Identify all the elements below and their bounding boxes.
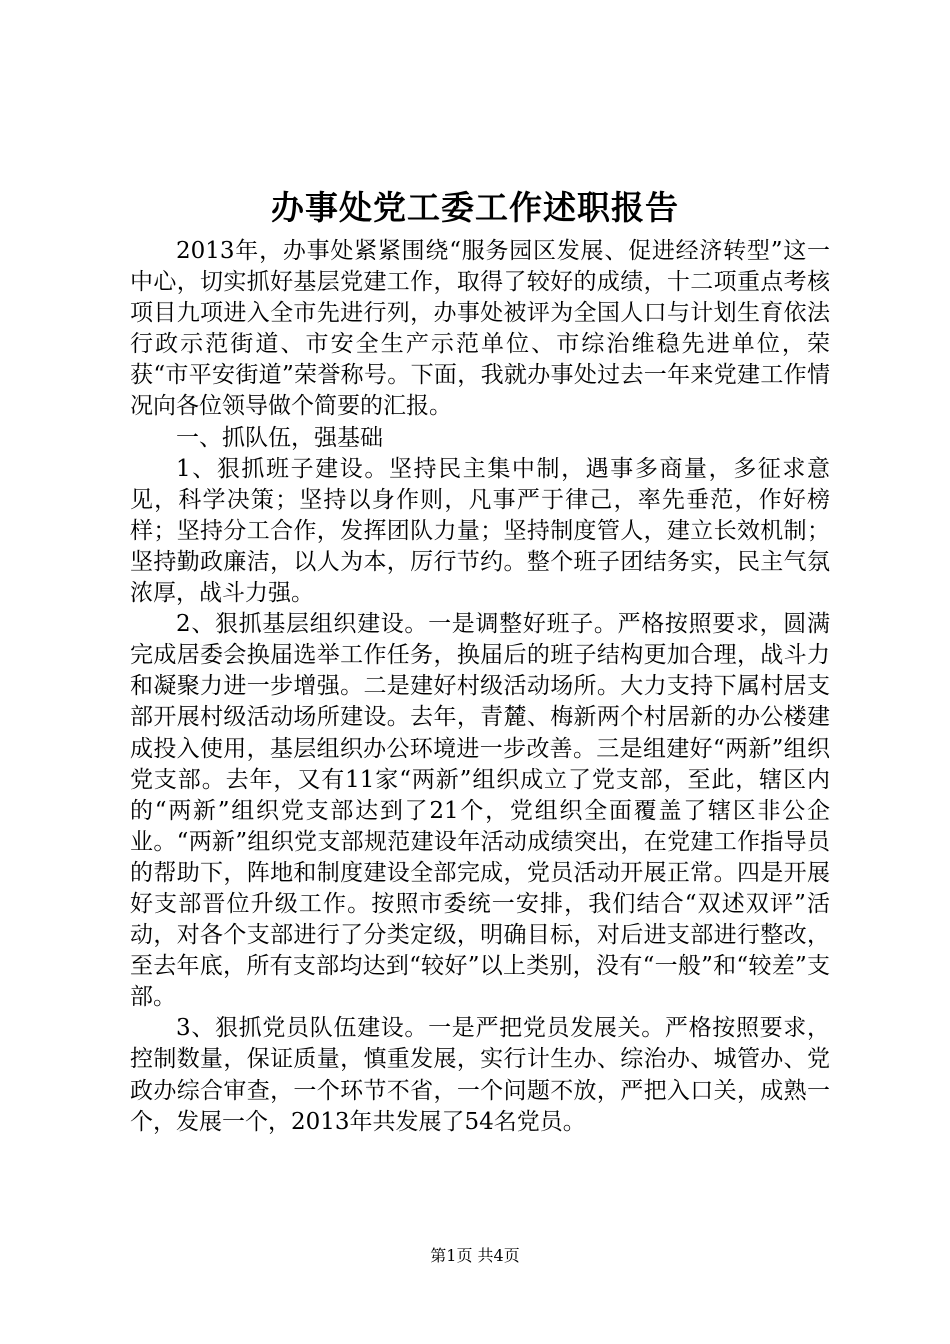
paragraph-item-2: 2、狠抓基层组织建设。一是调整好班子。严格按照要求，圆满完成居委会换届选举工作任务，换届后的班子结构更加合理，战斗力和凝聚力进一步增强。二是建好村级活动场所。大力支持下属村居支部开展村级活动场所建设。去年，青麓、梅新两个村居新的办公楼建成投入使用，基层组织办公环境进一步改善。三是组建好“两新”组织党支部。去年，又有11家“两新”组织成立了党支部，至此，辖区内的“两新”组织党支部达到了21个，党组织全面覆盖了辖区非公企业。“两新”组织党支部规范建设年活动成绩突出，在党建工作指导员的帮助下，阵地和制度建设全部完成，党员活动开展正常。四是开展好支部晋位升级工作。按照市委统一安排，我们结合“双述双评”活动，对各个支部进行了分类定级，明确目标，对后进支部进行整改，至去年底，所有支部均达到“较好”以上类别，没有“一般”和“较差”支部。 xyxy=(130,611,830,1011)
document-body xyxy=(130,236,830,1138)
paragraph-intro: 2013年，办事处紧紧围绕“服务园区发展、促进经济转型”这一中心，切实抓好基层党建工作，取得了较好的成绩，十二项重点考核项目九项进入全市先进行列，办事处被评为全国人口与计划生育依法行政示范街道、市安全生产示范单位、市综治维稳先进单位，荣获“市平安街道”荣誉称号。下面，我就办事处过去一年来党建工作情况向各位领导做个简要的汇报。 xyxy=(130,238,830,420)
paragraph-item-3: 3、狠抓党员队伍建设。一是严把党员发展关。严格按照要求，控制数量，保证质量，慎重发展，实行计生办、综治办、城管办、党政办综合审查，一个环节不省，一个问题不放，严把入口关，成熟一个，发展一个，2013年共发展了54名党员。 xyxy=(130,1015,830,1135)
paragraph-item-1: 1、狠抓班子建设。坚持民主集中制，遇事多商量，多征求意见，科学决策；坚持以身作则，凡事严于律己，率先垂范，作好榜样；坚持分工合作，发挥团队力量；坚持制度管人，建立长效机制；坚持勤政廉洁，以人为本，厉行节约。整个班子团结务实，民主气氛浓厚，战斗力强。 xyxy=(130,455,830,607)
document-title: 办事处党工委工作述职报告 xyxy=(271,188,679,227)
page-number-footer: 第1页 共4页 xyxy=(430,1246,520,1265)
section-heading: 一、抓队伍，强基础 xyxy=(176,424,383,451)
